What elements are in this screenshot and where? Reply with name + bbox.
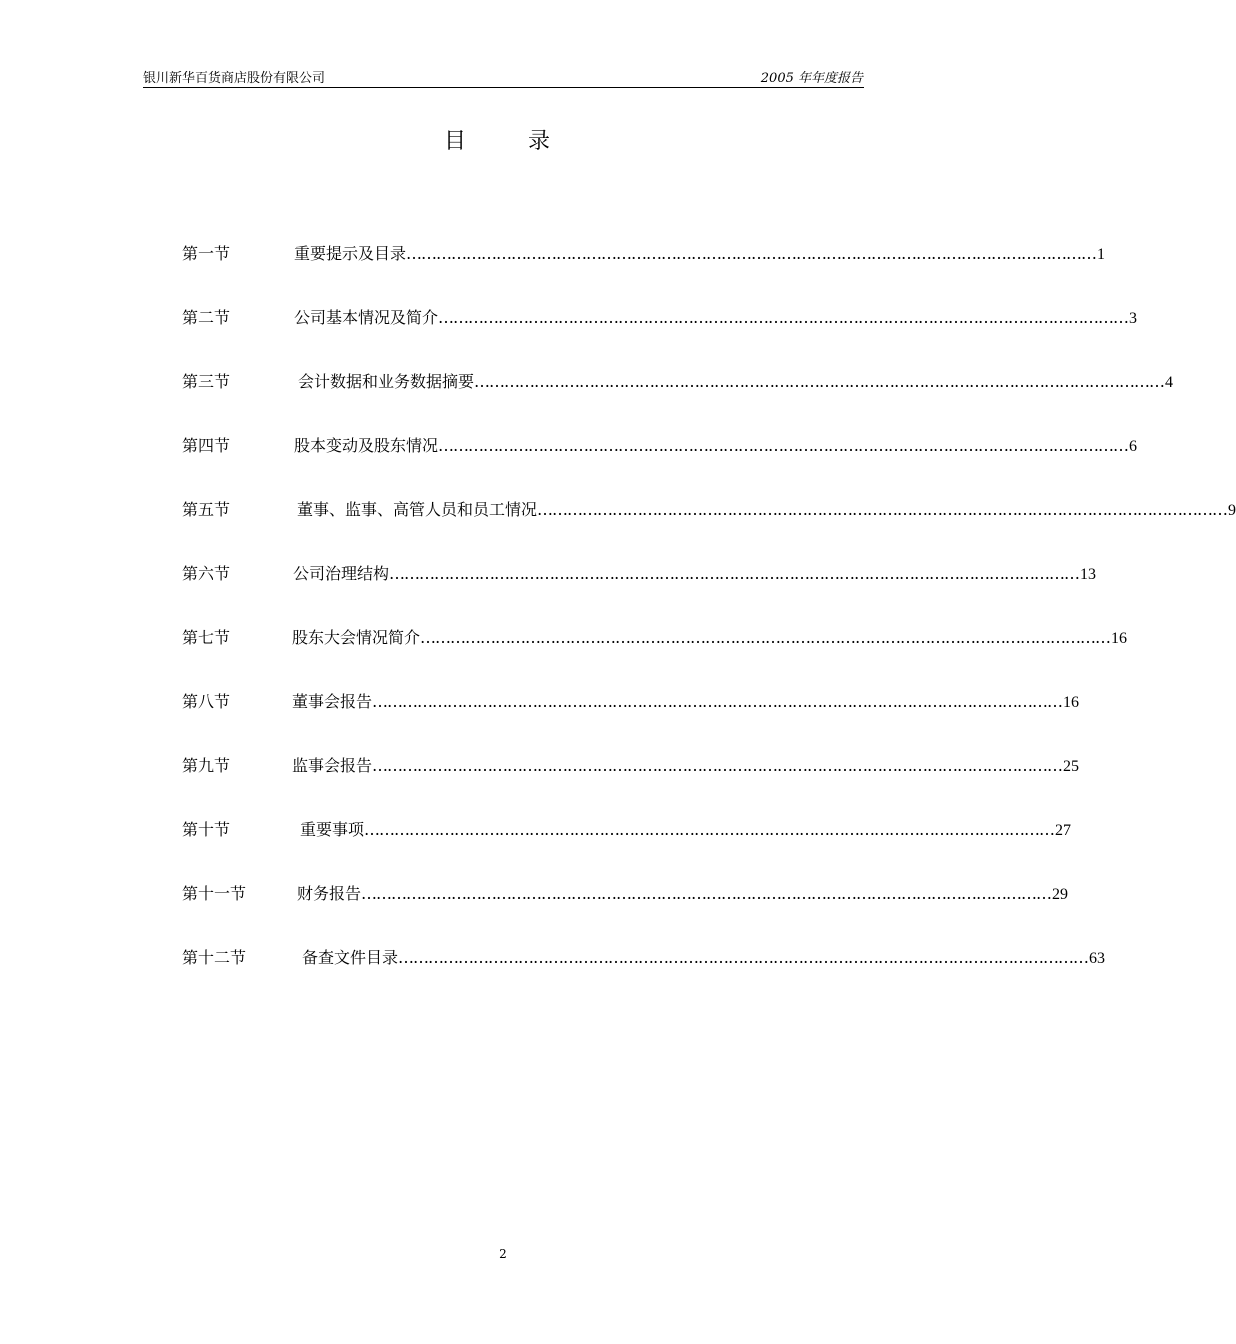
toc-page-number: 3 — [1129, 310, 1138, 327]
toc-entry[interactable] — [182, 367, 1174, 397]
header-report-title: 2005 年年度报告 — [760, 71, 863, 86]
toc-section-number: 第十一节 — [182, 884, 247, 903]
toc-entry[interactable] — [182, 879, 1069, 909]
toc-leader-dots: ………………………………………………………………………………………………………………………… — [406, 244, 1097, 263]
toc-section-title: 股东大会情况简介 — [292, 628, 421, 647]
toc-page-number: 1 — [1097, 246, 1106, 263]
toc-section-number: 第十二节 — [182, 948, 247, 967]
toc-entry[interactable] — [182, 495, 1236, 525]
toc-page-number: 16 — [1111, 630, 1128, 647]
toc-section-number: 第八节 — [182, 692, 231, 711]
toc-section-title: 财务报告 — [297, 884, 362, 903]
toc-entry[interactable] — [182, 687, 1080, 717]
toc-leader-dots: ………………………………………………………………………………………………………………………… — [372, 756, 1063, 775]
toc-section-title: 股本变动及股东情况 — [294, 436, 439, 455]
toc-entry[interactable] — [182, 559, 1097, 589]
toc-entry[interactable] — [182, 815, 1072, 845]
toc-leader-dots: ………………………………………………………………………………………………………………………… — [537, 500, 1228, 519]
toc-page-number: 6 — [1129, 438, 1138, 455]
toc-section-title: 董事、监事、高管人员和员工情况 — [297, 500, 538, 519]
toc-page-number: 13 — [1080, 566, 1097, 583]
header-company-name: 银川新华百货商店股份有限公司 — [143, 71, 326, 86]
toc-entry[interactable] — [182, 303, 1138, 333]
toc-section-number: 第三节 — [182, 372, 231, 391]
toc-page-number: 4 — [1165, 374, 1174, 391]
toc-page-number: 63 — [1089, 950, 1106, 967]
toc-leader-dots: ………………………………………………………………………………………………………………………… — [438, 308, 1129, 327]
header-divider — [143, 87, 864, 88]
toc-section-title: 监事会报告 — [292, 756, 373, 775]
toc-page-number: 29 — [1052, 886, 1069, 903]
toc-page-number: 27 — [1055, 822, 1072, 839]
toc-entry[interactable] — [182, 239, 1106, 269]
toc-leader-dots: ………………………………………………………………………………………………………………………… — [420, 628, 1111, 647]
toc-leader-dots: ………………………………………………………………………………………………………………………… — [398, 948, 1089, 967]
toc-section-number: 第十节 — [182, 820, 231, 839]
toc-entry[interactable] — [182, 431, 1138, 461]
toc-section-title: 公司治理结构 — [293, 564, 390, 583]
toc-section-title: 备查文件目录 — [302, 948, 399, 967]
toc-entry[interactable] — [182, 751, 1080, 781]
toc-page-number: 16 — [1063, 694, 1080, 711]
toc-page-number: 9 — [1228, 502, 1236, 519]
toc-leader-dots: ………………………………………………………………………………………………………………………… — [364, 820, 1055, 839]
toc-leader-dots: ………………………………………………………………………………………………………………………… — [438, 436, 1129, 455]
toc-section-title: 公司基本情况及简介 — [294, 308, 439, 327]
toc-section-number: 第九节 — [182, 756, 231, 775]
page-title: 目录 — [443, 129, 612, 154]
toc-section-number: 第一节 — [182, 244, 231, 263]
toc-section-title: 董事会报告 — [292, 692, 373, 711]
toc-entry[interactable] — [182, 623, 1128, 653]
toc-leader-dots: ………………………………………………………………………………………………………………………… — [372, 692, 1063, 711]
toc-page-number: 25 — [1063, 758, 1080, 775]
toc-section-title: 重要事项 — [300, 820, 365, 839]
toc-section-title: 重要提示及目录 — [294, 244, 407, 263]
toc-section-title: 会计数据和业务数据摘要 — [298, 372, 475, 391]
toc-leader-dots: ………………………………………………………………………………………………………………………… — [361, 884, 1052, 903]
toc-section-number: 第六节 — [182, 564, 231, 583]
toc-section-number: 第二节 — [182, 308, 231, 327]
toc-section-number: 第七节 — [182, 628, 231, 647]
toc-section-number: 第五节 — [182, 500, 231, 519]
toc-leader-dots: ………………………………………………………………………………………………………………………… — [474, 372, 1165, 391]
toc-leader-dots: ………………………………………………………………………………………………………………………… — [389, 564, 1080, 583]
toc-entry[interactable] — [182, 943, 1106, 973]
page-number: 2 — [499, 1247, 507, 1261]
toc-section-number: 第四节 — [182, 436, 231, 455]
